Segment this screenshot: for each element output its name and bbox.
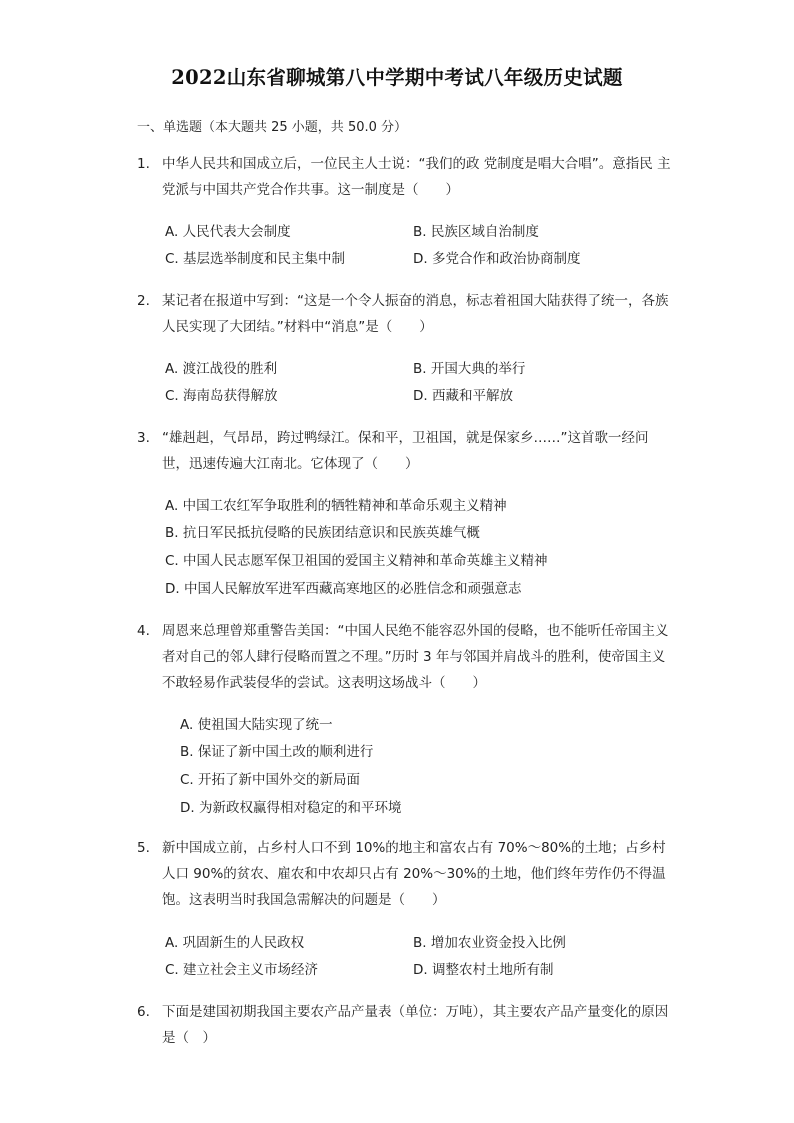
option-b[interactable]: B. 开国大典的举行 [413,361,526,377]
question-stem: 某记者在报道中写到：“这是一个令人振奋的消息，标志着祖国大陆获得了统一，各族人民实现了大团结。”材料中“消息”是（ ） [162,293,669,335]
question-1 [137,151,672,203]
option-a[interactable]: A. 人民代表大会制度 [165,224,291,240]
option-c[interactable]: C. 基层选举制度和民主集中制 [165,251,346,267]
page-title: 2022山东省聊城第八中学期中考试八年级历史试题 [171,66,623,89]
option-a[interactable]: A. 中国工农红军争取胜利的牺牲精神和革命乐观主义精神 [165,498,507,514]
option-c[interactable]: C. 建立社会主义市场经济 [165,962,319,978]
question-stem: 周恩来总理曾郑重警告美国：“中国人民绝不能容忍外国的侵略，也不能听任帝国主义者对自己的邻人肆行侵略而置之不理。”历时 3 年与邻国并肩战斗的胜利，使帝国主义不敢轻易作武装侵华的尝试。这表明这场战斗（ ） [162,623,669,691]
option-c[interactable]: C. 开拓了新中国外交的新局面 [180,772,361,788]
question-5 [137,835,672,913]
question-number: 6. [137,1004,150,1020]
option-d[interactable]: D. 调整农村土地所有制 [413,962,554,978]
question-6 [137,999,672,1051]
question-number: 5. [137,840,150,856]
option-c[interactable]: C. 中国人民志愿军保卫祖国的爱国主义精神和革命英雄主义精神 [165,553,548,569]
section-heading: 一、单选题（本大题共 25 小题，共 50.0 分） [137,120,408,135]
option-a[interactable]: A. 渡江战役的胜利 [165,361,278,377]
option-a[interactable]: A. 巩固新生的人民政权 [165,935,305,951]
option-b[interactable]: B. 增加农业资金投入比例 [413,935,566,951]
option-c[interactable]: C. 海南岛获得解放 [165,388,278,404]
question-stem: 下面是建国初期我国主要农产品产量表（单位：万吨），其主要农产品产量变化的原因是（ ） [162,1004,669,1046]
question-number: 2. [137,293,150,309]
question-stem: 新中国成立前，占乡村人口不到 10%的地主和富农占有 70%～80%的土地；占乡村人口 90%的贫农、雇农和中农却只占有 20%～30%的土地，他们终年劳作仍不得温饱。这表明当时我国急需解决的问题是（ ） [162,840,666,908]
option-b[interactable]: B. 抗日军民抵抗侵略的民族团结意识和民族英雄气概 [165,525,480,541]
question-number: 3. [137,430,150,446]
option-b[interactable]: B. 民族区域自治制度 [413,224,539,240]
option-d[interactable]: D. 中国人民解放军进军西藏高寒地区的必胜信念和顽强意志 [165,581,522,597]
option-b[interactable]: B. 保证了新中国土改的顺利进行 [180,744,374,760]
question-4 [137,618,672,696]
question-2 [137,288,672,340]
question-stem: “雄赳赳，气昂昂，跨过鸭绿江。保和平，卫祖国，就是保家乡……”这首歌一经问世，迅速传遍大江南北。它体现了（ ） [162,430,649,472]
question-number: 4. [137,623,150,639]
question-3 [137,425,672,477]
question-number: 1. [137,156,150,172]
option-d[interactable]: D. 西藏和平解放 [413,388,513,404]
option-d[interactable]: D. 多党合作和政治协商制度 [413,251,581,267]
option-a[interactable]: A. 使祖国大陆实现了统一 [180,717,333,733]
option-d[interactable]: D. 为新政权赢得相对稳定的和平环境 [180,800,402,816]
question-stem: 中华人民共和国成立后，一位民主人士说：“我们的政 党制度是唱大合唱”。意指民 主党派与中国共产党合作共事。这一制度是（ ） [162,156,671,198]
